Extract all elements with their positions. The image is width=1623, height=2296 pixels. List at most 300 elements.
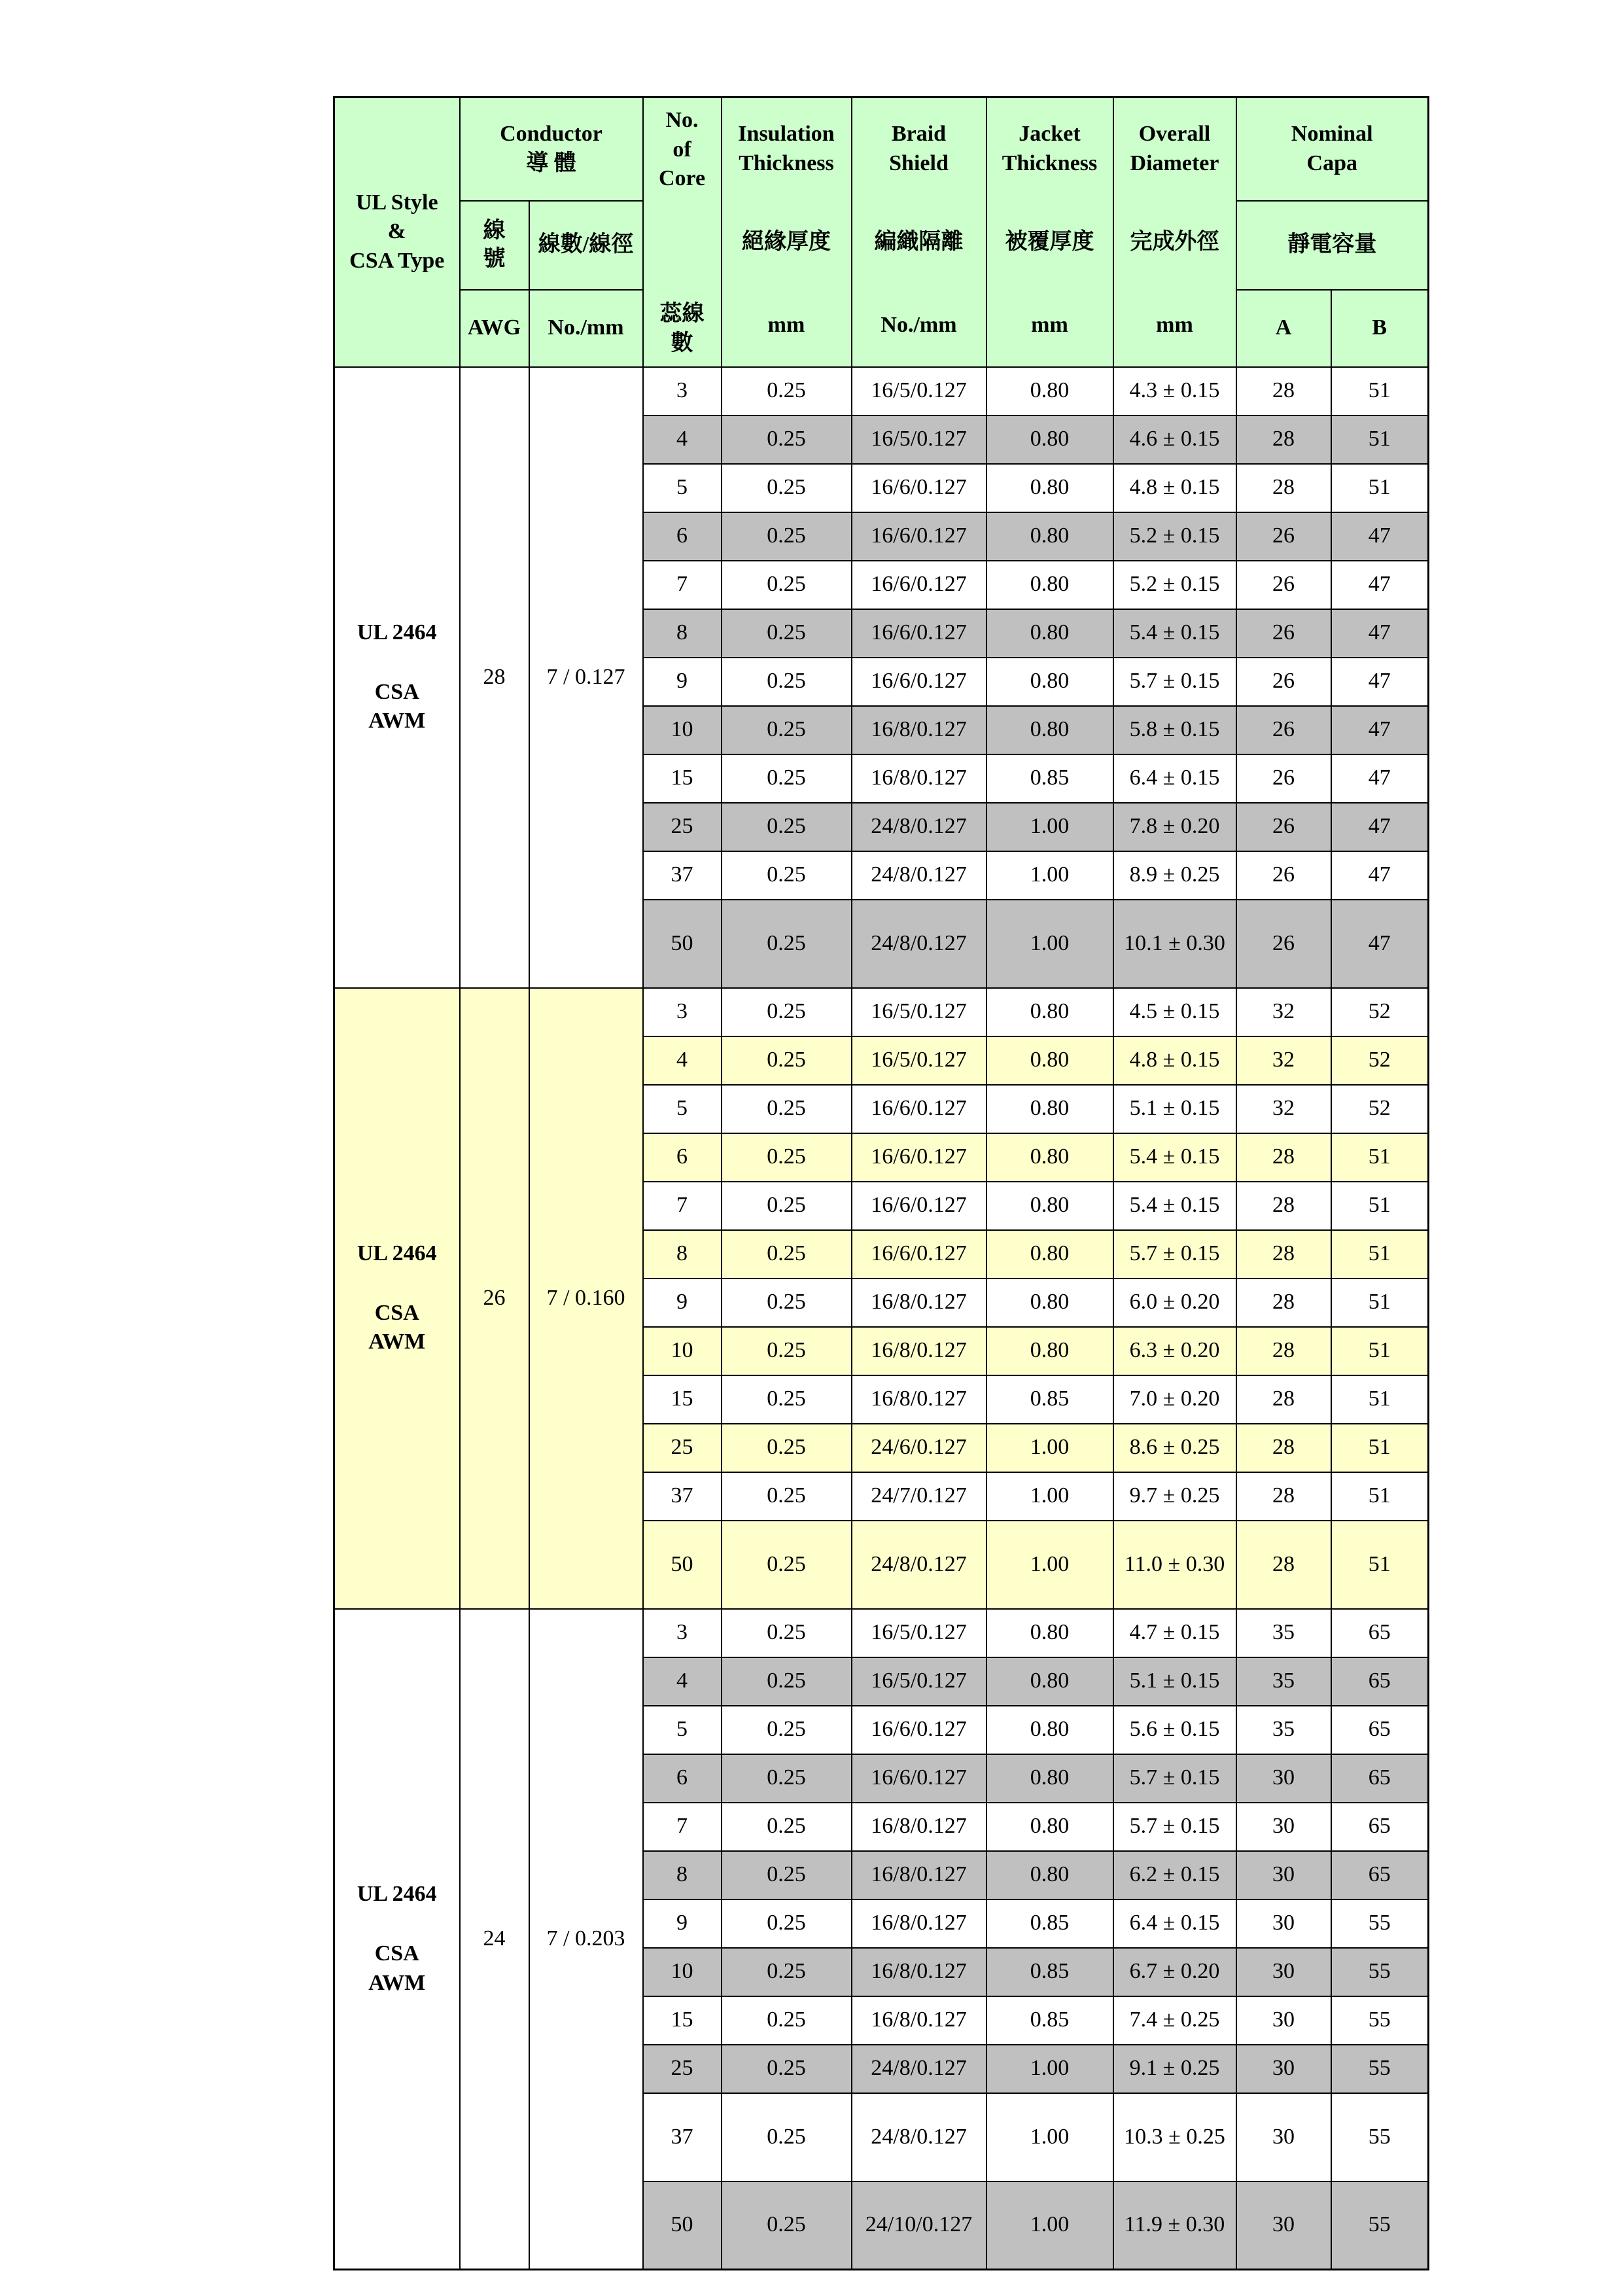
ul-style-label-line: CSA bbox=[374, 1941, 419, 1966]
braid-shield-cell: 24/8/0.127 bbox=[852, 2045, 986, 2093]
capa-b-cell: 51 bbox=[1331, 1327, 1429, 1375]
capa-a-cell: 28 bbox=[1236, 1327, 1331, 1375]
jacket-thickness-cell: 0.80 bbox=[986, 561, 1113, 609]
capa-b-cell: 51 bbox=[1331, 415, 1429, 464]
insulation-thickness-cell: 0.25 bbox=[722, 464, 852, 512]
braid-shield-cell: 16/5/0.127 bbox=[852, 1609, 986, 1657]
overall-diameter-cell: 4.7 ± 0.15 bbox=[1113, 1609, 1236, 1657]
core-count-cell: 6 bbox=[643, 1754, 722, 1803]
jacket-thickness-cell: 1.00 bbox=[986, 2045, 1113, 2093]
capa-a-cell: 28 bbox=[1236, 1182, 1331, 1230]
core-count-cell: 7 bbox=[643, 561, 722, 609]
insulation-thickness-cell: 0.25 bbox=[722, 1948, 852, 1996]
capa-a-cell: 30 bbox=[1236, 1948, 1331, 1996]
spec-row bbox=[334, 367, 1429, 415]
insulation-thickness-cell: 0.25 bbox=[722, 1327, 852, 1375]
capa-b-cell: 52 bbox=[1331, 1036, 1429, 1085]
header-row-english bbox=[334, 97, 1429, 201]
header-insulation-unit: mm bbox=[767, 313, 805, 338]
header-capa-zh: 靜電容量 bbox=[1236, 201, 1429, 290]
core-count-cell: 15 bbox=[643, 1375, 722, 1424]
core-count-cell: 4 bbox=[643, 1036, 722, 1085]
header-ul-style bbox=[334, 97, 460, 367]
header-overall-diameter bbox=[1113, 97, 1236, 367]
capa-b-cell: 51 bbox=[1331, 1133, 1429, 1182]
jacket-thickness-cell: 0.85 bbox=[986, 1899, 1113, 1948]
core-count-cell: 10 bbox=[643, 1327, 722, 1375]
insulation-thickness-cell: 0.25 bbox=[722, 609, 852, 658]
capa-b-cell: 47 bbox=[1331, 609, 1429, 658]
capa-a-cell: 28 bbox=[1236, 367, 1331, 415]
braid-shield-cell: 16/6/0.127 bbox=[852, 1133, 986, 1182]
header-braid-zh: 編織隔離 bbox=[874, 230, 964, 255]
capa-b-cell: 55 bbox=[1331, 1996, 1429, 2045]
section-awg-24 bbox=[334, 1609, 1429, 2270]
overall-diameter-cell: 7.4 ± 0.25 bbox=[1113, 1996, 1236, 2045]
header-jacket-en2: Thickness bbox=[1002, 150, 1098, 175]
jacket-thickness-cell: 0.80 bbox=[986, 1036, 1113, 1085]
capa-b-cell: 55 bbox=[1331, 1948, 1429, 1996]
header-jacket bbox=[986, 97, 1113, 367]
insulation-thickness-cell: 0.25 bbox=[722, 1706, 852, 1754]
ul-style-label-cell bbox=[334, 1609, 460, 2270]
jacket-thickness-cell: 0.80 bbox=[986, 1327, 1113, 1375]
jacket-thickness-cell: 1.00 bbox=[986, 2093, 1113, 2181]
insulation-thickness-cell: 0.25 bbox=[722, 1182, 852, 1230]
header-nominal-capa bbox=[1236, 97, 1429, 201]
overall-diameter-cell: 5.4 ± 0.15 bbox=[1113, 1182, 1236, 1230]
capa-a-cell: 30 bbox=[1236, 1803, 1331, 1851]
insulation-thickness-cell: 0.25 bbox=[722, 1230, 852, 1279]
ul-style-label-line: CSA bbox=[374, 1300, 419, 1325]
capa-b-cell: 55 bbox=[1331, 2181, 1429, 2270]
braid-shield-cell: 16/6/0.127 bbox=[852, 658, 986, 706]
jacket-thickness-cell: 0.80 bbox=[986, 1182, 1113, 1230]
jacket-thickness-cell: 1.00 bbox=[986, 1521, 1113, 1609]
ul-style-label-cell bbox=[334, 367, 460, 988]
jacket-thickness-cell: 0.80 bbox=[986, 1230, 1113, 1279]
header-core-count bbox=[643, 97, 722, 367]
braid-shield-cell: 16/8/0.127 bbox=[852, 706, 986, 754]
overall-diameter-cell: 10.3 ± 0.25 bbox=[1113, 2093, 1236, 2181]
core-count-cell: 3 bbox=[643, 367, 722, 415]
insulation-thickness-cell: 0.25 bbox=[722, 1085, 852, 1133]
insulation-thickness-cell: 0.25 bbox=[722, 367, 852, 415]
header-braid-en1: Braid bbox=[891, 121, 947, 146]
braid-shield-cell: 24/8/0.127 bbox=[852, 1521, 986, 1609]
jacket-thickness-cell: 0.80 bbox=[986, 512, 1113, 561]
braid-shield-cell: 16/8/0.127 bbox=[852, 1996, 986, 2045]
core-count-cell: 9 bbox=[643, 658, 722, 706]
capa-b-cell: 51 bbox=[1331, 1424, 1429, 1472]
insulation-thickness-cell: 0.25 bbox=[722, 706, 852, 754]
capa-b-cell: 65 bbox=[1331, 1754, 1429, 1803]
insulation-thickness-cell: 0.25 bbox=[722, 1521, 852, 1609]
capa-a-cell: 26 bbox=[1236, 754, 1331, 803]
capa-b-cell: 47 bbox=[1331, 658, 1429, 706]
insulation-thickness-cell: 0.25 bbox=[722, 1899, 852, 1948]
section-awg-28 bbox=[334, 367, 1429, 988]
braid-shield-cell: 16/8/0.127 bbox=[852, 754, 986, 803]
header-jacket-en1: Jacket bbox=[1019, 121, 1081, 146]
ul-style-label-line: UL 2464 bbox=[357, 1882, 437, 1906]
header-insulation bbox=[722, 97, 852, 367]
core-count-cell: 5 bbox=[643, 1085, 722, 1133]
awg-value-cell: 28 bbox=[460, 367, 529, 988]
overall-diameter-cell: 5.4 ± 0.15 bbox=[1113, 609, 1236, 658]
header-jacket-zh: 被覆厚度 bbox=[1005, 230, 1094, 255]
core-count-cell: 8 bbox=[643, 1851, 722, 1899]
core-count-cell: 7 bbox=[643, 1803, 722, 1851]
header-insulation-en2: Thickness bbox=[739, 150, 834, 175]
overall-diameter-cell: 9.1 ± 0.25 bbox=[1113, 2045, 1236, 2093]
overall-diameter-cell: 5.7 ± 0.15 bbox=[1113, 1754, 1236, 1803]
overall-diameter-cell: 5.6 ± 0.15 bbox=[1113, 1706, 1236, 1754]
braid-shield-cell: 16/8/0.127 bbox=[852, 1375, 986, 1424]
braid-shield-cell: 24/10/0.127 bbox=[852, 2181, 986, 2270]
core-count-cell: 9 bbox=[643, 1279, 722, 1327]
header-capa-a: A bbox=[1236, 290, 1331, 367]
capa-b-cell: 47 bbox=[1331, 561, 1429, 609]
overall-diameter-cell: 5.7 ± 0.15 bbox=[1113, 1803, 1236, 1851]
core-count-cell: 50 bbox=[643, 1521, 722, 1609]
capa-b-cell: 52 bbox=[1331, 1085, 1429, 1133]
awg-value-cell: 24 bbox=[460, 1609, 529, 2270]
jacket-thickness-cell: 1.00 bbox=[986, 900, 1113, 988]
braid-shield-cell: 16/6/0.127 bbox=[852, 609, 986, 658]
jacket-thickness-cell: 0.80 bbox=[986, 1754, 1113, 1803]
capa-a-cell: 30 bbox=[1236, 1996, 1331, 2045]
insulation-thickness-cell: 0.25 bbox=[722, 1472, 852, 1521]
capa-b-cell: 47 bbox=[1331, 803, 1429, 851]
spec-row bbox=[334, 988, 1429, 1036]
jacket-thickness-cell: 1.00 bbox=[986, 2181, 1113, 2270]
overall-diameter-cell: 4.6 ± 0.15 bbox=[1113, 415, 1236, 464]
conductor-size-cell: 7 / 0.160 bbox=[529, 988, 643, 1609]
jacket-thickness-cell: 0.80 bbox=[986, 609, 1113, 658]
insulation-thickness-cell: 0.25 bbox=[722, 512, 852, 561]
insulation-thickness-cell: 0.25 bbox=[722, 658, 852, 706]
table-header bbox=[334, 97, 1429, 367]
braid-shield-cell: 16/5/0.127 bbox=[852, 367, 986, 415]
braid-shield-cell: 16/8/0.127 bbox=[852, 1948, 986, 1996]
overall-diameter-cell: 5.2 ± 0.15 bbox=[1113, 561, 1236, 609]
braid-shield-cell: 16/6/0.127 bbox=[852, 561, 986, 609]
capa-a-cell: 35 bbox=[1236, 1609, 1331, 1657]
insulation-thickness-cell: 0.25 bbox=[722, 1851, 852, 1899]
insulation-thickness-cell: 0.25 bbox=[722, 1424, 852, 1472]
core-count-cell: 10 bbox=[643, 1948, 722, 1996]
capa-a-cell: 35 bbox=[1236, 1657, 1331, 1706]
jacket-thickness-cell: 0.80 bbox=[986, 706, 1113, 754]
capa-b-cell: 47 bbox=[1331, 512, 1429, 561]
jacket-thickness-cell: 0.80 bbox=[986, 415, 1113, 464]
capa-b-cell: 47 bbox=[1331, 706, 1429, 754]
jacket-thickness-cell: 1.00 bbox=[986, 803, 1113, 851]
core-count-cell: 37 bbox=[643, 1472, 722, 1521]
header-insulation-zh: 絕緣厚度 bbox=[742, 230, 831, 255]
overall-diameter-cell: 7.0 ± 0.20 bbox=[1113, 1375, 1236, 1424]
capa-b-cell: 65 bbox=[1331, 1803, 1429, 1851]
header-nominal-en2: Capa bbox=[1306, 150, 1357, 175]
braid-shield-cell: 16/8/0.127 bbox=[852, 1899, 986, 1948]
capa-a-cell: 30 bbox=[1236, 1851, 1331, 1899]
jacket-thickness-cell: 0.85 bbox=[986, 1948, 1113, 1996]
header-braid-shield bbox=[852, 97, 986, 367]
jacket-thickness-cell: 0.80 bbox=[986, 464, 1113, 512]
overall-diameter-cell: 8.6 ± 0.25 bbox=[1113, 1424, 1236, 1472]
capa-b-cell: 51 bbox=[1331, 367, 1429, 415]
capa-a-cell: 30 bbox=[1236, 2045, 1331, 2093]
jacket-thickness-cell: 0.80 bbox=[986, 658, 1113, 706]
insulation-thickness-cell: 0.25 bbox=[722, 1133, 852, 1182]
braid-shield-cell: 16/5/0.127 bbox=[852, 415, 986, 464]
capa-a-cell: 26 bbox=[1236, 706, 1331, 754]
braid-shield-cell: 16/6/0.127 bbox=[852, 1182, 986, 1230]
insulation-thickness-cell: 0.25 bbox=[722, 2093, 852, 2181]
capa-b-cell: 51 bbox=[1331, 1472, 1429, 1521]
capa-b-cell: 65 bbox=[1331, 1609, 1429, 1657]
header-conductor bbox=[460, 97, 643, 201]
insulation-thickness-cell: 0.25 bbox=[722, 1609, 852, 1657]
capa-b-cell: 51 bbox=[1331, 1182, 1429, 1230]
jacket-thickness-cell: 0.85 bbox=[986, 754, 1113, 803]
braid-shield-cell: 16/6/0.127 bbox=[852, 1230, 986, 1279]
jacket-thickness-cell: 1.00 bbox=[986, 851, 1113, 900]
insulation-thickness-cell: 0.25 bbox=[722, 1657, 852, 1706]
insulation-thickness-cell: 0.25 bbox=[722, 803, 852, 851]
braid-shield-cell: 24/8/0.127 bbox=[852, 900, 986, 988]
core-count-cell: 25 bbox=[643, 1424, 722, 1472]
core-count-cell: 25 bbox=[643, 803, 722, 851]
conductor-size-cell: 7 / 0.127 bbox=[529, 367, 643, 988]
header-core-line2: of bbox=[672, 137, 691, 162]
header-braid-unit: No./mm bbox=[881, 313, 957, 338]
overall-diameter-cell: 4.8 ± 0.15 bbox=[1113, 464, 1236, 512]
braid-shield-cell: 24/8/0.127 bbox=[852, 2093, 986, 2181]
core-count-cell: 6 bbox=[643, 1133, 722, 1182]
capa-a-cell: 28 bbox=[1236, 1375, 1331, 1424]
core-count-cell: 37 bbox=[643, 851, 722, 900]
overall-diameter-cell: 6.3 ± 0.20 bbox=[1113, 1327, 1236, 1375]
overall-diameter-cell: 8.9 ± 0.25 bbox=[1113, 851, 1236, 900]
overall-diameter-cell: 7.8 ± 0.20 bbox=[1113, 803, 1236, 851]
capa-a-cell: 28 bbox=[1236, 1424, 1331, 1472]
braid-shield-cell: 16/8/0.127 bbox=[852, 1327, 986, 1375]
capa-b-cell: 55 bbox=[1331, 1899, 1429, 1948]
capa-a-cell: 26 bbox=[1236, 900, 1331, 988]
jacket-thickness-cell: 0.80 bbox=[986, 1851, 1113, 1899]
header-overall-unit: mm bbox=[1156, 313, 1193, 338]
capa-a-cell: 32 bbox=[1236, 1085, 1331, 1133]
jacket-thickness-cell: 1.00 bbox=[986, 1472, 1113, 1521]
capa-a-cell: 26 bbox=[1236, 512, 1331, 561]
insulation-thickness-cell: 0.25 bbox=[722, 1375, 852, 1424]
insulation-thickness-cell: 0.25 bbox=[722, 754, 852, 803]
braid-shield-cell: 16/6/0.127 bbox=[852, 1085, 986, 1133]
header-core-line1: No. bbox=[665, 107, 699, 132]
capa-a-cell: 28 bbox=[1236, 415, 1331, 464]
jacket-thickness-cell: 0.80 bbox=[986, 1657, 1113, 1706]
core-count-cell: 8 bbox=[643, 609, 722, 658]
ul-style-label-line: UL 2464 bbox=[357, 620, 437, 645]
insulation-thickness-cell: 0.25 bbox=[722, 851, 852, 900]
capa-a-cell: 32 bbox=[1236, 1036, 1331, 1085]
section-awg-26 bbox=[334, 988, 1429, 1609]
capa-a-cell: 28 bbox=[1236, 464, 1331, 512]
jacket-thickness-cell: 0.80 bbox=[986, 1085, 1113, 1133]
overall-diameter-cell: 6.4 ± 0.15 bbox=[1113, 754, 1236, 803]
core-count-cell: 4 bbox=[643, 415, 722, 464]
core-count-cell: 3 bbox=[643, 988, 722, 1036]
core-count-cell: 7 bbox=[643, 1182, 722, 1230]
ul-style-label-cell bbox=[334, 988, 460, 1609]
insulation-thickness-cell: 0.25 bbox=[722, 1996, 852, 2045]
capa-a-cell: 30 bbox=[1236, 2181, 1331, 2270]
overall-diameter-cell: 6.7 ± 0.20 bbox=[1113, 1948, 1236, 1996]
capa-a-cell: 26 bbox=[1236, 561, 1331, 609]
header-awg-unit: AWG bbox=[460, 290, 529, 367]
overall-diameter-cell: 5.1 ± 0.15 bbox=[1113, 1085, 1236, 1133]
capa-a-cell: 28 bbox=[1236, 1472, 1331, 1521]
braid-shield-cell: 16/6/0.127 bbox=[852, 512, 986, 561]
header-strand-unit: No./mm bbox=[529, 290, 643, 367]
insulation-thickness-cell: 0.25 bbox=[722, 2181, 852, 2270]
header-capa-b: B bbox=[1331, 290, 1429, 367]
ul-style-label-line: AWM bbox=[368, 1330, 426, 1354]
conductor-size-cell: 7 / 0.203 bbox=[529, 1609, 643, 2270]
overall-diameter-cell: 11.0 ± 0.30 bbox=[1113, 1521, 1236, 1609]
capa-a-cell: 28 bbox=[1236, 1230, 1331, 1279]
header-nominal-en1: Nominal bbox=[1291, 121, 1373, 146]
capa-b-cell: 55 bbox=[1331, 2093, 1429, 2181]
overall-diameter-cell: 4.3 ± 0.15 bbox=[1113, 367, 1236, 415]
braid-shield-cell: 16/6/0.127 bbox=[852, 464, 986, 512]
overall-diameter-cell: 10.1 ± 0.30 bbox=[1113, 900, 1236, 988]
header-braid-en2: Shield bbox=[889, 150, 949, 175]
header-core-line3: Core bbox=[658, 166, 706, 191]
core-count-cell: 5 bbox=[643, 1706, 722, 1754]
overall-diameter-cell: 11.9 ± 0.30 bbox=[1113, 2181, 1236, 2270]
insulation-thickness-cell: 0.25 bbox=[722, 561, 852, 609]
capa-a-cell: 26 bbox=[1236, 803, 1331, 851]
jacket-thickness-cell: 0.80 bbox=[986, 1133, 1113, 1182]
core-count-cell: 6 bbox=[643, 512, 722, 561]
capa-b-cell: 65 bbox=[1331, 1706, 1429, 1754]
braid-shield-cell: 16/5/0.127 bbox=[852, 988, 986, 1036]
braid-shield-cell: 16/6/0.127 bbox=[852, 1706, 986, 1754]
capa-b-cell: 47 bbox=[1331, 900, 1429, 988]
braid-shield-cell: 16/5/0.127 bbox=[852, 1036, 986, 1085]
capa-b-cell: 51 bbox=[1331, 1521, 1429, 1609]
insulation-thickness-cell: 0.25 bbox=[722, 1036, 852, 1085]
overall-diameter-cell: 6.0 ± 0.20 bbox=[1113, 1279, 1236, 1327]
header-conductor-en: Conductor bbox=[500, 121, 602, 146]
overall-diameter-cell: 5.8 ± 0.15 bbox=[1113, 706, 1236, 754]
capa-b-cell: 47 bbox=[1331, 754, 1429, 803]
jacket-thickness-cell: 0.80 bbox=[986, 988, 1113, 1036]
insulation-thickness-cell: 0.25 bbox=[722, 2045, 852, 2093]
capa-a-cell: 28 bbox=[1236, 1133, 1331, 1182]
header-overall-zh: 完成外徑 bbox=[1130, 230, 1219, 255]
ul-style-label-line: UL 2464 bbox=[357, 1241, 437, 1265]
jacket-thickness-cell: 0.80 bbox=[986, 1706, 1113, 1754]
core-count-cell: 5 bbox=[643, 464, 722, 512]
capa-b-cell: 51 bbox=[1331, 1279, 1429, 1327]
overall-diameter-cell: 5.2 ± 0.15 bbox=[1113, 512, 1236, 561]
capa-a-cell: 30 bbox=[1236, 2093, 1331, 2181]
capa-a-cell: 35 bbox=[1236, 1706, 1331, 1754]
braid-shield-cell: 24/8/0.127 bbox=[852, 803, 986, 851]
core-count-cell: 8 bbox=[643, 1230, 722, 1279]
capa-b-cell: 51 bbox=[1331, 1375, 1429, 1424]
core-count-cell: 10 bbox=[643, 706, 722, 754]
cable-spec-sheet bbox=[333, 96, 1429, 2270]
header-ul-style-line3: CSA Type bbox=[349, 249, 445, 274]
core-count-cell: 15 bbox=[643, 1996, 722, 2045]
capa-a-cell: 28 bbox=[1236, 1521, 1331, 1609]
header-ul-style-line2: & bbox=[387, 219, 406, 244]
core-count-cell: 9 bbox=[643, 1899, 722, 1948]
jacket-thickness-cell: 0.80 bbox=[986, 1609, 1113, 1657]
header-core-zh: 蕊線數 bbox=[659, 302, 705, 355]
capa-a-cell: 32 bbox=[1236, 988, 1331, 1036]
cable-spec-table bbox=[333, 96, 1429, 2270]
jacket-thickness-cell: 0.85 bbox=[986, 1375, 1113, 1424]
header-overall-en1: Overall bbox=[1138, 121, 1211, 146]
braid-shield-cell: 16/5/0.127 bbox=[852, 1657, 986, 1706]
header-overall-en2: Diameter bbox=[1130, 150, 1219, 175]
header-ul-style-line1: UL Style bbox=[355, 190, 438, 215]
core-count-cell: 37 bbox=[643, 2093, 722, 2181]
header-conductor-zh: 導 體 bbox=[526, 150, 576, 175]
core-count-cell: 50 bbox=[643, 2181, 722, 2270]
insulation-thickness-cell: 0.25 bbox=[722, 988, 852, 1036]
capa-a-cell: 30 bbox=[1236, 1754, 1331, 1803]
capa-b-cell: 52 bbox=[1331, 988, 1429, 1036]
braid-shield-cell: 16/8/0.127 bbox=[852, 1803, 986, 1851]
capa-b-cell: 65 bbox=[1331, 1657, 1429, 1706]
ul-style-label-line: CSA bbox=[374, 679, 419, 704]
header-strand-zh: 線數/線徑 bbox=[529, 201, 643, 290]
insulation-thickness-cell: 0.25 bbox=[722, 415, 852, 464]
insulation-thickness-cell: 0.25 bbox=[722, 900, 852, 988]
overall-diameter-cell: 5.1 ± 0.15 bbox=[1113, 1657, 1236, 1706]
insulation-thickness-cell: 0.25 bbox=[722, 1754, 852, 1803]
ul-style-label-line: AWM bbox=[368, 709, 426, 733]
capa-b-cell: 47 bbox=[1331, 851, 1429, 900]
capa-b-cell: 65 bbox=[1331, 1851, 1429, 1899]
braid-shield-cell: 24/7/0.127 bbox=[852, 1472, 986, 1521]
core-count-cell: 25 bbox=[643, 2045, 722, 2093]
spec-row bbox=[334, 1609, 1429, 1657]
jacket-thickness-cell: 0.85 bbox=[986, 1996, 1113, 2045]
capa-b-cell: 55 bbox=[1331, 2045, 1429, 2093]
ul-style-label-line: AWM bbox=[368, 1970, 426, 1995]
braid-shield-cell: 24/6/0.127 bbox=[852, 1424, 986, 1472]
header-jacket-unit: mm bbox=[1031, 313, 1068, 338]
jacket-thickness-cell: 1.00 bbox=[986, 1424, 1113, 1472]
capa-a-cell: 26 bbox=[1236, 658, 1331, 706]
overall-diameter-cell: 9.7 ± 0.25 bbox=[1113, 1472, 1236, 1521]
core-count-cell: 3 bbox=[643, 1609, 722, 1657]
insulation-thickness-cell: 0.25 bbox=[722, 1279, 852, 1327]
overall-diameter-cell: 5.7 ± 0.15 bbox=[1113, 1230, 1236, 1279]
jacket-thickness-cell: 0.80 bbox=[986, 1803, 1113, 1851]
jacket-thickness-cell: 0.80 bbox=[986, 367, 1113, 415]
braid-shield-cell: 16/6/0.127 bbox=[852, 1754, 986, 1803]
braid-shield-cell: 16/8/0.127 bbox=[852, 1279, 986, 1327]
